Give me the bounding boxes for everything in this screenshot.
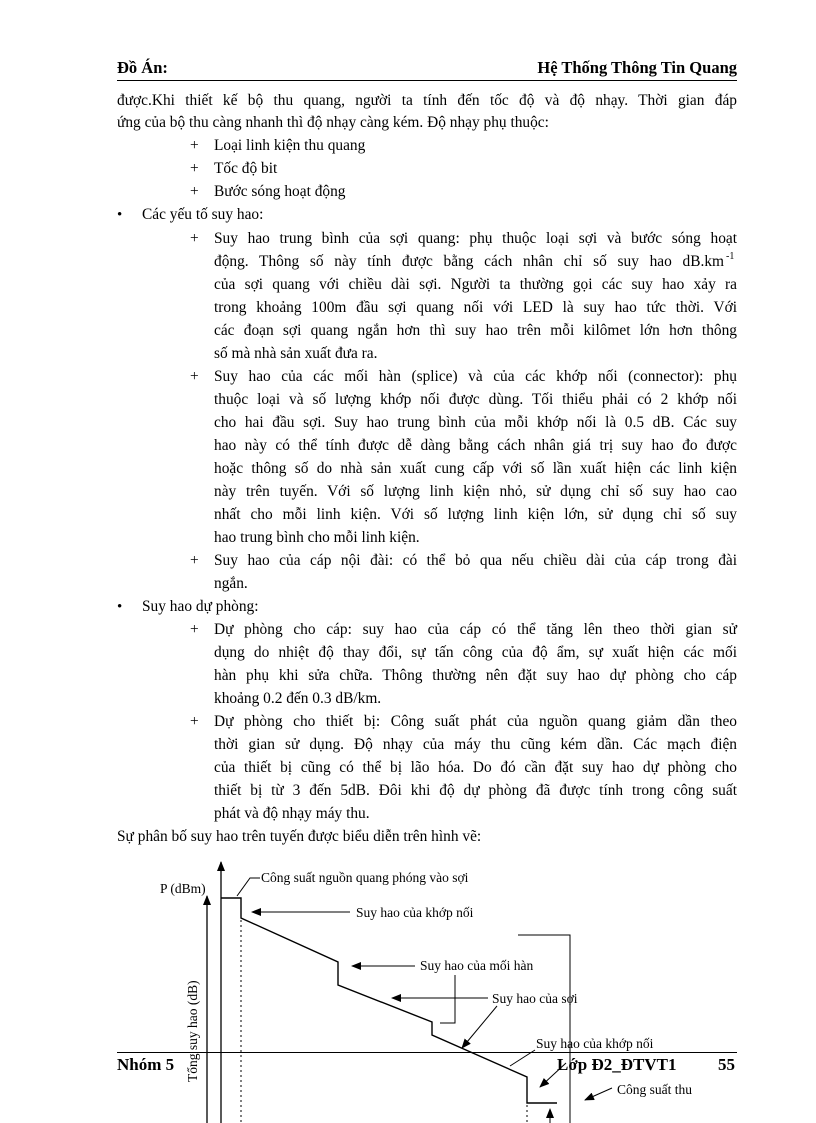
section-heading: Các yếu tố suy hao: (142, 206, 264, 223)
paragraph-line: hao trung bình cho mỗi linh kiện. (214, 529, 420, 546)
paragraph-line: của sợi quang với chiều dài sợi. Người ta thường gọi các suy hao xảy ra (214, 276, 737, 293)
list-item: Bước sóng hoạt động (214, 183, 346, 200)
plus-marker: + (190, 230, 199, 247)
superscript: -1 (726, 251, 735, 262)
y-axis-label: P (dBm) (160, 881, 206, 896)
bullet-marker: • (117, 599, 123, 615)
paragraph-line: số mà nhà sản xuất đưa ra. (214, 345, 378, 362)
paragraph-line: dụng do nhiệt độ thay đổi, sự tấn công của độ ẩm, sự xuất hiện các mối (214, 644, 737, 661)
label-fiber-loss: Suy hao của sợi (492, 991, 578, 1006)
arrow-fiber-2 (462, 1006, 497, 1048)
y-axis-vertical-label: Tổng suy hao (dB) (185, 980, 200, 1082)
paragraph-line: này trên tuyến. Với số lượng linh kiện nhỏ, sử dụng chỉ số suy hao cao (214, 483, 737, 500)
list-item: Loại linh kiện thu quang (214, 137, 366, 154)
paragraph-line: của thiết bị cũng có thể bị lão hóa. Do đó cần đặt suy hao dự phòng cho (214, 759, 737, 776)
footer-rule (117, 1052, 737, 1053)
intro-line: ứng của bộ thu càng nhanh thì độ nhạy càng kém. Độ nhạy phụ thuộc: (117, 114, 549, 131)
paragraph-line: động. Thông số này tính được bằng cách nhân chỉ số suy hao dB.km (214, 253, 724, 270)
plus-marker: + (190, 137, 199, 154)
arrow-receive (585, 1088, 612, 1100)
footer-class: Lớp Đ2_ĐTVT1 (557, 1055, 677, 1074)
paragraph-line: Suy hao của cáp nội đài: có thể bỏ qua nếu chiều dài của cáp trong đài (214, 552, 737, 569)
paragraph-line: phát và độ nhạy máy thu. (214, 805, 370, 822)
paragraph-line: Suy hao trung bình của sợi quang: phụ thuộc loại sợi và bước sóng hoạt (214, 230, 737, 247)
paragraph-line: cho hai đầu sợi. Suy hao trung bình của mỗi khớp nối là 0.5 dB. Các suy (214, 414, 737, 431)
header-right: Hệ Thống Thông Tin Quang (537, 58, 737, 77)
list-item: Tốc độ bit (214, 160, 278, 177)
label-source-power: Công suất nguồn quang phóng vào sợi (261, 870, 469, 885)
page-number: 55 (718, 1055, 735, 1074)
paragraph-line: trong khoảng 100m đầu sợi quang nối với LED là suy hao tức thời. Với (214, 299, 737, 316)
plus-marker: + (190, 621, 199, 638)
paragraph-line: các đoạn sợi quang ngắn hơn thì suy hao trên mỗi kilômet lớn hơn thông (214, 322, 737, 339)
paragraph-line: thời gian sử dụng. Độ nhạy của máy thu cũng kém dần. Các mạch điện (214, 736, 737, 753)
label-connector-loss: Suy hao của khớp nối (356, 905, 474, 920)
label-splice-loss: Suy hao của mối hàn (420, 958, 534, 973)
paragraph-line: Dự phòng cho cáp: suy hao của cáp có thể tăng lên theo thời gian sử (214, 621, 737, 638)
paragraph-line: thuộc loại và số lượng khớp nối được dùng. Tối thiểu phải có 2 khớp nối (214, 391, 737, 408)
plus-marker: + (190, 713, 199, 730)
paragraph-line: nhất cho mỗi linh kiện. Với số lượng linh kiện lớn, sử dụng chỉ số suy (214, 506, 737, 523)
paragraph-line: khoảng 0.2 đến 0.3 dB/km. (214, 690, 382, 707)
bracket-splice (440, 975, 455, 1023)
intro-line: được.Khi thiết kế bộ thu quang, người ta tính đến tốc độ và độ nhạy. Thời gian đáp (117, 92, 737, 109)
plus-marker: + (190, 183, 199, 200)
paragraph-line: Suy hao của các mối hàn (splice) và của các khớp nối (connector): phụ (214, 368, 737, 385)
paragraph-line: ngắn. (214, 575, 248, 592)
bullet-marker: • (117, 207, 123, 223)
header-left: Đồ Án: (117, 58, 168, 77)
paragraph-line: Dự phòng cho thiết bị: Công suất phát của nguồn quang giảm dần theo (214, 713, 737, 730)
label-connector-loss-2: Suy hao của khớp nối (536, 1036, 654, 1051)
leader-line (237, 878, 260, 896)
figure-caption: Sự phân bố suy hao trên tuyến được biểu diễn trên hình vẽ: (117, 828, 482, 845)
section-heading: Suy hao dự phòng: (142, 598, 259, 615)
paragraph-line: hàn phụ khi sửa chữa. Thông thường nên đặt suy hao dự phòng cho cáp (214, 667, 737, 684)
footer-left: Nhóm 5 (117, 1055, 175, 1074)
label-receive-power: Công suất thu (617, 1082, 693, 1097)
plus-marker: + (190, 368, 199, 385)
paragraph-line: thiết bị từ 3 đến 5dB. Đôi khi độ dự phòng đã được tính trong công suất (214, 782, 737, 799)
plus-marker: + (190, 552, 199, 569)
plus-marker: + (190, 160, 199, 177)
paragraph-line: hao này có thể tính được dễ dàng bằng cách nhân giá trị suy hao đo được (214, 437, 737, 454)
paragraph-line: hoặc thông số do nhà sản xuất cung cấp với số lần xuất hiện các linh kiện (214, 460, 737, 477)
